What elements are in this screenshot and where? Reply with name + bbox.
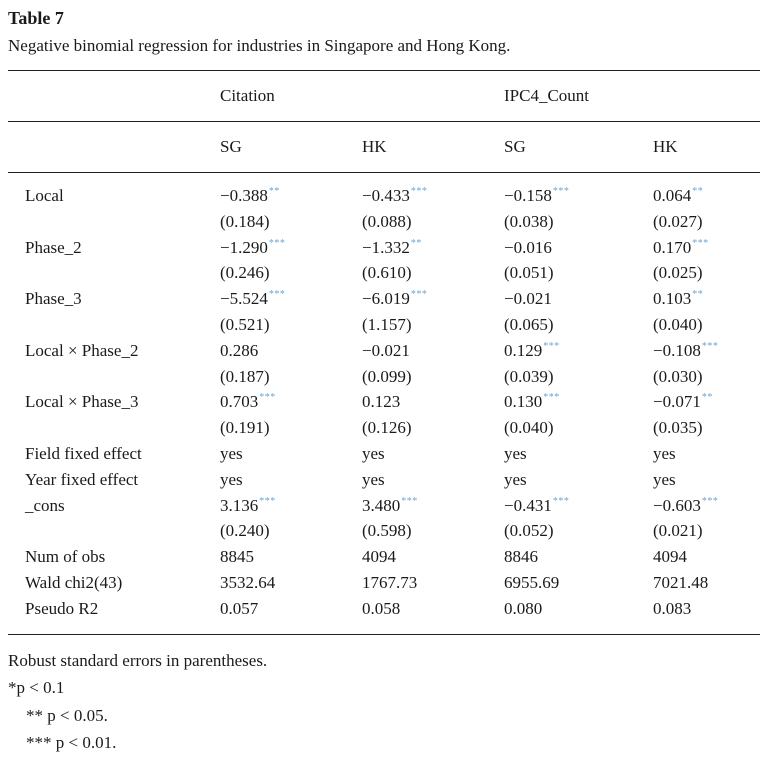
significance-stars: *** xyxy=(552,186,570,197)
cell-value: yes xyxy=(504,470,527,489)
table-cell xyxy=(220,520,270,542)
cell-value: (0.610) xyxy=(362,263,412,282)
table-cell xyxy=(504,520,554,542)
row-label: Pseudo R2 xyxy=(25,599,99,618)
table-cell xyxy=(504,546,538,568)
significance-stars: *** xyxy=(552,496,570,507)
table-cell xyxy=(220,598,258,620)
cell-value: (0.187) xyxy=(220,367,270,386)
table-cell xyxy=(653,391,713,413)
significance-stars: *** xyxy=(701,341,719,352)
row-label: Local × Phase_2 xyxy=(25,341,139,360)
row-label: Field fixed effect xyxy=(25,444,142,463)
cell-value: 0.064 xyxy=(653,186,692,205)
header-rule xyxy=(8,172,760,173)
cell-value: 0.129 xyxy=(504,341,543,360)
table-cell xyxy=(362,262,412,284)
significance-stars: *** xyxy=(543,392,560,403)
table-cell xyxy=(220,262,270,284)
cell-value: −6.019 xyxy=(362,289,410,308)
table-cell xyxy=(362,598,400,620)
cell-value: 0.703 xyxy=(220,392,259,411)
table-number: Table 7 xyxy=(8,8,64,28)
table-cell xyxy=(653,314,703,336)
row-label: Year fixed effect xyxy=(25,470,139,489)
table-cell xyxy=(220,366,270,388)
cell-value: (1.157) xyxy=(362,315,412,334)
table-cell xyxy=(362,366,412,388)
table-cell xyxy=(653,288,703,310)
significance-stars: *** xyxy=(410,186,428,197)
cell-value: yes xyxy=(220,470,243,489)
table-cell xyxy=(653,546,687,568)
cell-value: (0.184) xyxy=(220,212,270,231)
cell-value: 4094 xyxy=(362,547,396,566)
significance-stars: *** xyxy=(259,392,276,403)
cell-value: 3.480 xyxy=(362,496,401,515)
table-cell xyxy=(220,340,258,362)
bottom-rule xyxy=(8,634,760,635)
significance-stars: *** xyxy=(268,289,286,300)
cell-value: 0.123 xyxy=(362,392,401,411)
table-cell xyxy=(220,237,285,259)
significance-stars: ** xyxy=(268,186,280,197)
cell-value: (0.246) xyxy=(220,263,270,282)
table-cell xyxy=(653,495,718,517)
cell-value: −0.016 xyxy=(504,238,552,257)
significance-stars: *** xyxy=(543,341,560,352)
cell-value: 0.130 xyxy=(504,392,543,411)
row-label: Local xyxy=(25,186,64,205)
table-cell xyxy=(653,469,676,491)
table-cell xyxy=(362,340,410,362)
cell-value: 8846 xyxy=(504,547,538,566)
table-cell xyxy=(653,262,703,284)
cell-value: (0.040) xyxy=(504,418,554,437)
table-cell xyxy=(362,495,418,517)
cell-value: 3532.64 xyxy=(220,573,276,592)
significance-stars: ** xyxy=(410,238,422,249)
table-cell xyxy=(653,598,691,620)
table-cell xyxy=(504,443,527,465)
cell-value: −0.158 xyxy=(504,186,552,205)
cell-value: −0.108 xyxy=(653,341,701,360)
table-cell xyxy=(653,366,703,388)
cell-value: 0.080 xyxy=(504,599,543,618)
note-p-010: *p < 0.1 xyxy=(8,678,65,697)
cell-value: (0.039) xyxy=(504,367,554,386)
cell-value: (0.038) xyxy=(504,212,554,231)
subheader-sg-citation: SG xyxy=(220,137,242,156)
table-cell xyxy=(220,185,280,207)
cell-value: 0.170 xyxy=(653,238,692,257)
table-cell xyxy=(362,572,417,594)
table-cell xyxy=(220,417,270,439)
table-cell xyxy=(504,469,527,491)
table-cell xyxy=(362,314,412,336)
cell-value: yes xyxy=(362,444,385,463)
cell-value: 4094 xyxy=(653,547,687,566)
table-cell xyxy=(362,237,422,259)
cell-value: yes xyxy=(653,470,676,489)
cell-value: 0.083 xyxy=(653,599,692,618)
table-cell xyxy=(653,443,676,465)
note-p-005: ** p < 0.05. xyxy=(26,706,108,725)
table-cell xyxy=(504,314,554,336)
table-cell xyxy=(504,495,569,517)
cell-value: −0.388 xyxy=(220,186,268,205)
table-cell xyxy=(220,314,270,336)
cell-value: −0.431 xyxy=(504,496,552,515)
cell-value: −0.021 xyxy=(504,289,552,308)
row-label: Phase_2 xyxy=(25,238,82,257)
table-cell xyxy=(362,443,385,465)
cell-value: −0.021 xyxy=(362,341,410,360)
cell-value: (0.040) xyxy=(653,315,703,334)
significance-stars: ** xyxy=(692,289,704,300)
cell-value: (0.065) xyxy=(504,315,554,334)
row-label: Local × Phase_3 xyxy=(25,392,139,411)
cell-value: −0.433 xyxy=(362,186,410,205)
cell-value: 0.286 xyxy=(220,341,259,360)
table-cell xyxy=(653,520,703,542)
cell-value: yes xyxy=(362,470,385,489)
subheader-hk-ipc4: HK xyxy=(653,137,678,156)
significance-stars: *** xyxy=(701,496,719,507)
table-cell xyxy=(220,288,285,310)
table-cell xyxy=(362,211,412,233)
mid-rule xyxy=(8,121,760,122)
table-cell xyxy=(504,391,560,413)
table-cell xyxy=(220,572,275,594)
significance-stars: *** xyxy=(401,496,418,507)
significance-stars: *** xyxy=(410,289,428,300)
cell-value: (0.027) xyxy=(653,212,703,231)
cell-value: (0.126) xyxy=(362,418,412,437)
row-label: Phase_3 xyxy=(25,289,82,308)
cell-value: (0.088) xyxy=(362,212,412,231)
cell-value: 0.103 xyxy=(653,289,692,308)
table-cell xyxy=(653,185,703,207)
table-cell xyxy=(220,469,243,491)
table-cell xyxy=(220,443,243,465)
cell-value: (0.030) xyxy=(653,367,703,386)
table-cell xyxy=(504,417,554,439)
table-caption: Negative binomial regression for industries in Singapore and Hong Kong. xyxy=(8,36,511,55)
table-cell xyxy=(504,288,552,310)
header-group-citation: Citation xyxy=(220,86,275,105)
note-robust-se: Robust standard errors in parentheses. xyxy=(8,651,268,670)
cell-value: (0.051) xyxy=(504,263,554,282)
table-cell xyxy=(362,469,385,491)
cell-value: −5.524 xyxy=(220,289,268,308)
table-cell xyxy=(504,366,554,388)
table-cell xyxy=(362,185,427,207)
cell-value: yes xyxy=(504,444,527,463)
cell-value: (0.052) xyxy=(504,521,554,540)
significance-stars: *** xyxy=(259,496,276,507)
note-p-001: *** p < 0.01. xyxy=(26,733,117,752)
table-cell xyxy=(504,211,554,233)
cell-value: 0.057 xyxy=(220,599,259,618)
cell-value: 1767.73 xyxy=(362,573,418,592)
cell-value: (0.191) xyxy=(220,418,270,437)
cell-value: −1.290 xyxy=(220,238,268,257)
table-cell xyxy=(653,237,709,259)
table-cell xyxy=(504,262,554,284)
table-cell xyxy=(362,391,400,413)
significance-stars: ** xyxy=(701,392,713,403)
cell-value: 7021.48 xyxy=(653,573,709,592)
table-cell xyxy=(504,340,560,362)
cell-value: yes xyxy=(653,444,676,463)
top-rule xyxy=(8,70,760,71)
cell-value: −0.071 xyxy=(653,392,701,411)
table-cell xyxy=(362,546,396,568)
table-cell xyxy=(504,572,559,594)
cell-value: (0.521) xyxy=(220,315,270,334)
table-cell xyxy=(220,391,276,413)
cell-value: (0.240) xyxy=(220,521,270,540)
table-cell xyxy=(653,417,703,439)
subheader-hk-citation: HK xyxy=(362,137,387,156)
cell-value: (0.021) xyxy=(653,521,703,540)
table-cell xyxy=(653,211,703,233)
cell-value: 0.058 xyxy=(362,599,401,618)
table-cell xyxy=(504,185,569,207)
cell-value: (0.099) xyxy=(362,367,412,386)
table-cell xyxy=(653,340,718,362)
significance-stars: *** xyxy=(692,238,709,249)
table-cell xyxy=(362,288,427,310)
table-cell xyxy=(504,237,552,259)
cell-value: 8845 xyxy=(220,547,254,566)
row-label: _cons xyxy=(25,496,65,515)
cell-value: (0.598) xyxy=(362,521,412,540)
header-group-ipc4-count: IPC4_Count xyxy=(504,86,590,105)
table-cell xyxy=(362,520,412,542)
subheader-sg-ipc4: SG xyxy=(504,137,526,156)
table-cell xyxy=(362,417,412,439)
significance-stars: *** xyxy=(268,238,286,249)
cell-value: (0.035) xyxy=(653,418,703,437)
table-cell xyxy=(220,211,270,233)
cell-value: (0.025) xyxy=(653,263,703,282)
cell-value: −0.603 xyxy=(653,496,701,515)
row-label: Num of obs xyxy=(25,547,106,566)
table-cell xyxy=(220,495,276,517)
cell-value: 3.136 xyxy=(220,496,259,515)
significance-stars: ** xyxy=(692,186,704,197)
table-cell xyxy=(653,572,708,594)
cell-value: 6955.69 xyxy=(504,573,560,592)
table-cell xyxy=(220,546,254,568)
cell-value: −1.332 xyxy=(362,238,410,257)
table-cell xyxy=(504,598,542,620)
cell-value: yes xyxy=(220,444,243,463)
row-label: Wald chi2(43) xyxy=(25,573,123,592)
